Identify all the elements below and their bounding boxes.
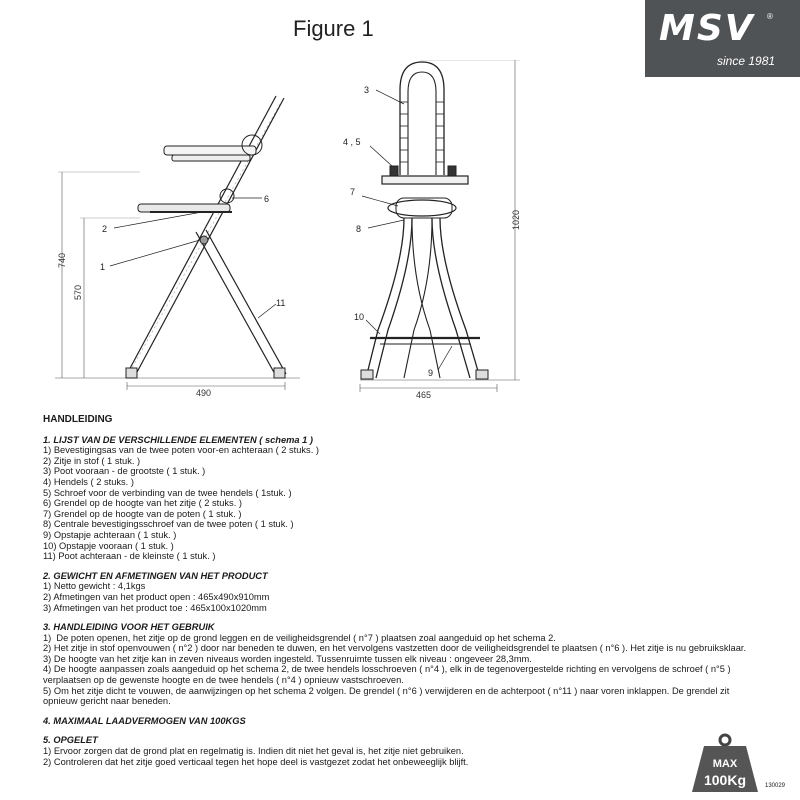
manual-text bbox=[43, 415, 758, 767]
callout-2: 2 bbox=[102, 224, 108, 234]
section-1-line: 3) Poot vooraan - de grootste ( 1 stuk. ) bbox=[43, 466, 206, 477]
section-5-line: 1) Ervoor zorgen dat de grond plat en regelmatig is. Indien dit niet het geval is, het zitje niet gebruiken. bbox=[43, 746, 464, 757]
section-1-line: 6) Grendel op de hoogte van het zitje ( 2 stuks. ) bbox=[43, 498, 242, 509]
front-view bbox=[343, 60, 521, 400]
figure-title: Figure 1 bbox=[293, 16, 374, 41]
section-3-line: 5) Om het zitje dicht te vouwen, de aanwijzingen op het schema 2 volgen. De grendel ( n°6 ) verwijderen en de achterpoot ( n°11 ) naar voren inklappen. De grendel zit opnieuw gericht naar beneden. bbox=[43, 685, 732, 707]
section-3-title: 3. HANDLEIDING VOOR HET GEBRUIK bbox=[43, 622, 215, 633]
callout-9: 9 bbox=[428, 368, 434, 378]
document-number: 130029 bbox=[765, 783, 786, 789]
section-1-line: 10) Opstapje vooraan ( 1 stuk. ) bbox=[43, 540, 174, 551]
dim-465: 465 bbox=[416, 390, 432, 400]
section-3-line: 3) De hoogte van het zitje kan in zeven niveaus worden ingesteld. Tussenruimte tussen elk niveau : ongeveer 28,3mm. bbox=[43, 653, 532, 664]
section-2-line: 2) Afmetingen van het product open : 465x490x910mm bbox=[43, 591, 270, 602]
section-2-line: 3) Afmetingen van het product toe : 465x100x1020mm bbox=[43, 602, 267, 613]
section-2-line: 1) Netto gewicht : 4,1kgs bbox=[43, 581, 146, 592]
section-1-line: 7) Grendel op de hoogte van de poten ( 1 stuk. ) bbox=[43, 508, 242, 519]
section-1-line: 9) Opstapje achteraan ( 1 stuk. ) bbox=[43, 529, 177, 540]
chair-technical-drawing bbox=[0, 60, 800, 405]
section-4-title: 4. MAXIMAAL LAADVERMOGEN VAN 100KGS bbox=[43, 715, 246, 726]
callout-4-5: 4 , 5 bbox=[343, 137, 361, 147]
section-1-line: 5) Schroef voor de verbinding van de twee hendels ( 1stuk. ) bbox=[43, 487, 292, 498]
callout-1: 1 bbox=[100, 262, 106, 272]
section-3-line: 1) De poten openen, het zitje op de grond leggen en de veiligheidsgrendel ( n°7 ) plaatsen zoal aangeduid op het schema 2. bbox=[43, 632, 556, 643]
weight-value: 100Kg bbox=[703, 772, 747, 788]
dim-490: 490 bbox=[196, 388, 212, 398]
section-1-line: 1) Bevestigingsas van de twee poten voor-en achteraan ( 2 stuks. ) bbox=[43, 445, 319, 456]
section-5-title: 5. OPGELET bbox=[43, 735, 98, 746]
callout-11: 11 bbox=[276, 298, 286, 308]
section-5-line: 2) Controleren dat het zitje goed verticaal tegen het hope deel is vastgezet zodat het onbeweeglijk blijft. bbox=[43, 756, 469, 767]
dim-570: 570 bbox=[73, 284, 83, 300]
manual-heading: HANDLEIDING bbox=[43, 414, 113, 425]
section-3-line: 2) Het zitje in stof openvouwen ( n°2 ) door nar beneden te duwen, en het vervolgens vastzetten door de veiligheidsgrendel te plaatsen ( n°6 ). Het zitje is nu gebruiksklaar. bbox=[43, 643, 747, 654]
section-1-line: 11) Poot achteraan - de kleinste ( 1 stuk. ) bbox=[43, 551, 216, 562]
weight-max-label: MAX bbox=[712, 758, 738, 770]
section-2-title: 2. GEWICHT EN AFMETINGEN VAN HET PRODUCT bbox=[43, 570, 268, 581]
weight-icon bbox=[690, 732, 760, 794]
callout-10: 10 bbox=[354, 312, 365, 322]
callout-7: 7 bbox=[350, 187, 356, 197]
section-1-title: 1. LIJST VAN DE VERSCHILLENDE ELEMENTEN ( schema 1 ) bbox=[43, 434, 314, 445]
callout-6: 6 bbox=[264, 194, 270, 204]
section-1-line: 8) Centrale bevestigingsschroef van de twee poten ( 1 stuk. ) bbox=[43, 519, 294, 530]
dim-740: 740 bbox=[57, 252, 67, 268]
section-1-line: 4) Hendels ( 2 stuks. ) bbox=[43, 476, 134, 487]
logo-brand: MSV bbox=[659, 8, 755, 49]
section-1-line: 2) Zitje in stof ( 1 stuk. ) bbox=[43, 455, 141, 466]
callout-3: 3 bbox=[364, 85, 370, 95]
logo-registered: ® bbox=[767, 12, 773, 21]
callout-8: 8 bbox=[356, 224, 362, 234]
logo-since: since 1981 bbox=[717, 54, 776, 68]
dim-1020: 1020 bbox=[511, 209, 521, 230]
section-3-line: 4) De hoogte aanpassen zoals aangeduid op het schema 2, de twee hendels losschroeven ( n°4 ), elk in de tegenovergestelde richting en vervolgens de schroef ( n°5 ) verplaatsen op de gewenste hoogte en de twee hendels ( n°4 ) opnieuw vastschroeven. bbox=[43, 664, 734, 686]
side-view bbox=[55, 96, 300, 398]
